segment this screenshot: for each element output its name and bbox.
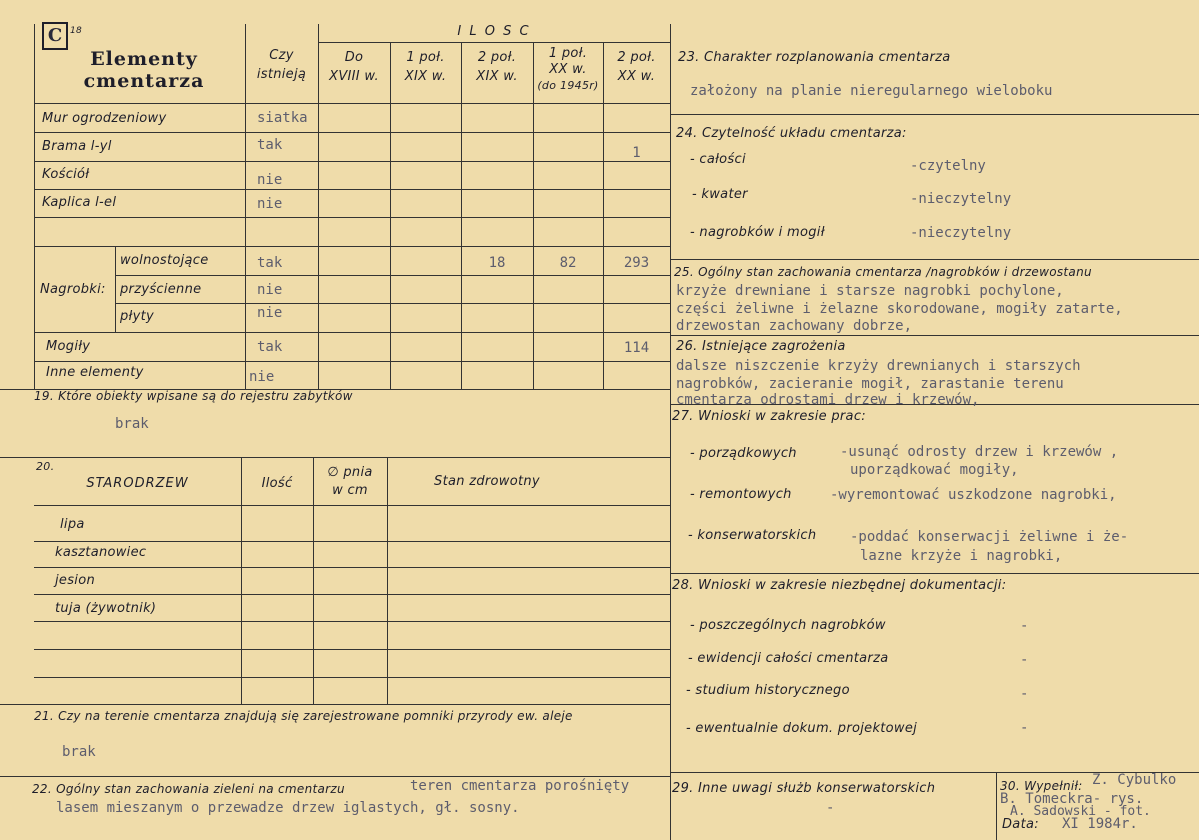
- tree-name: lipa: [60, 517, 85, 532]
- section-number: 18: [70, 26, 83, 36]
- row-label: Mogiły: [46, 339, 91, 354]
- sec25-line: drzewostan zachowany dobrze,: [676, 318, 913, 334]
- period-header: [461, 48, 533, 86]
- row-exists: nie: [257, 305, 283, 321]
- grid-line: [34, 132, 670, 133]
- period-line2: XIX w.: [404, 69, 447, 84]
- row-label: przyścienne: [120, 282, 202, 297]
- sec27-item-line1: -usunąć odrosty drzew i krzewów ,: [840, 444, 1119, 460]
- sec26-line: nagrobków, zacieranie mogił, zarastanie terenu: [676, 376, 1064, 392]
- row-count: 82: [559, 255, 577, 271]
- row-label: wolnostojące: [120, 253, 209, 268]
- grid-line: [670, 335, 1199, 336]
- grid-line: [34, 505, 670, 506]
- sec24-item-value: -czytelny: [910, 158, 986, 174]
- sec28-item-label: - ewidencji całości cmentarza: [688, 651, 889, 666]
- section-title-line1: Elementy: [90, 48, 198, 70]
- nagrobki-label: Nagrobki:: [40, 282, 106, 297]
- sec27-item-label: - remontowych: [690, 487, 792, 502]
- sec22-value-line1: teren cmentarza porośnięty: [410, 778, 630, 794]
- grid-line: [34, 361, 670, 362]
- sec21-value: brak: [62, 744, 96, 760]
- sec29-label: 29. Inne uwagi służb konserwatorskich: [672, 781, 936, 796]
- sec27-item-label: - konserwatorskich: [688, 528, 817, 543]
- sec25-label: 25. Ogólny stan zachowania cmentarza /nagrobków i drzewostanu: [674, 265, 1092, 279]
- section-title: [64, 48, 224, 92]
- section-title-line2: cmentarza: [83, 70, 205, 92]
- col-ilosc-header: I L O S C: [457, 24, 531, 39]
- sec19-value: brak: [115, 416, 149, 432]
- grid-line: [34, 161, 670, 162]
- grid-line: [387, 457, 388, 704]
- period-line2: XX w.: [549, 62, 587, 77]
- period-line1: Do: [344, 50, 364, 65]
- grid-line: [318, 42, 670, 43]
- row-exists: nie: [249, 369, 275, 385]
- sec19-label: 19. Które obiekty wpisane są do rejestru zabytków: [34, 389, 353, 403]
- row-label: Mur ogrodzeniowy: [42, 111, 167, 126]
- sec30-name: A. Sadowski - fot.: [1010, 804, 1151, 819]
- sec20-number: 20.: [36, 460, 55, 473]
- grid-line: [34, 217, 670, 218]
- sec30-name: B. Tomeckra- rys.: [1000, 791, 1144, 807]
- period-line1: 1 poł.: [548, 46, 588, 61]
- row-label: Brama l-yl: [42, 139, 112, 154]
- col-pnia-line1: ∅ pnia: [327, 465, 373, 480]
- sec26-line: dalsze niszczenie krzyży drewnianych i starszych: [676, 358, 1081, 374]
- grid-line: [0, 457, 670, 458]
- sec22-label: 22. Ogólny stan zachowania zieleni na cmentarzu: [32, 782, 345, 796]
- grid-line: [34, 246, 670, 247]
- row-count: 18: [488, 255, 506, 271]
- row-exists: siatka: [257, 110, 308, 126]
- period-header: [318, 48, 390, 86]
- grid-line: [0, 704, 670, 705]
- sec30-date: XI 1984r.: [1062, 816, 1138, 832]
- grid-line: [996, 772, 997, 840]
- row-exists: tak: [257, 255, 283, 271]
- period-line2: XIX w.: [476, 69, 518, 84]
- sec28-item-label: - studium historycznego: [686, 683, 850, 698]
- sec21-label: 21. Czy na terenie cmentarza znajdują się zarejestrowane pomniki przyrody ew. aleje: [34, 709, 573, 723]
- row-count: 114: [623, 340, 650, 356]
- grid-line: [670, 259, 1199, 260]
- grid-line: [34, 332, 670, 333]
- sec23-value: założony na planie nieregularnego wieloboku: [690, 83, 1053, 99]
- grid-line: [34, 567, 670, 568]
- period-line1: 1 poł.: [406, 50, 445, 65]
- sec27-item-line2: lazne krzyże i nagrobki,: [860, 548, 1063, 564]
- row-exists: nie: [257, 172, 283, 188]
- period-line2: XVIII w.: [329, 69, 379, 84]
- grid-line: [115, 275, 670, 276]
- grid-line: [533, 42, 534, 389]
- grid-line: [34, 189, 670, 190]
- row-count: 293: [623, 255, 650, 271]
- row-label: płyty: [120, 309, 154, 324]
- grid-line: [241, 457, 242, 704]
- sec27-item-line1: -wyremontować uszkodzone nagrobki,: [830, 487, 1117, 503]
- col-pnia: [313, 464, 387, 500]
- tree-name: kasztanowiec: [55, 545, 147, 560]
- row-exists: nie: [257, 282, 283, 298]
- period-header: [390, 48, 461, 86]
- period-line2: XX w.: [617, 69, 656, 84]
- sec28-item-value: -: [1020, 720, 1029, 736]
- sec30-wyp-label: 30. Wypełnił:: [1000, 779, 1083, 793]
- period-line3: (do 1945r): [537, 79, 599, 92]
- grid-line: [670, 114, 1199, 115]
- grid-line: [34, 594, 670, 595]
- grid-line: [34, 677, 670, 678]
- sec28-item-value: -: [1020, 652, 1029, 668]
- col-ilosc: Ilość: [261, 476, 293, 491]
- grid-line: [461, 42, 462, 389]
- sec28-item-label: - poszczególnych nagrobków: [690, 618, 886, 633]
- sec24-item-value: -nieczytelny: [910, 191, 1012, 207]
- sec30-name: Z. Cybulko: [1092, 772, 1177, 788]
- row-label: Kaplica l-el: [42, 195, 117, 210]
- sec28-item-label: - ewentualnie dokum. projektowej: [686, 721, 918, 736]
- sec26-line: cmentarza odrostami drzew i krzewów,: [676, 392, 980, 408]
- row-label: Kościół: [42, 167, 90, 182]
- period-line1: 2 poł.: [617, 50, 656, 65]
- col-istnieja-line1: Czy: [269, 48, 294, 63]
- grid-line: [115, 246, 116, 332]
- row-exists: tak: [257, 137, 283, 153]
- sec24-label: 24. Czytelność układu cmentarza:: [676, 126, 907, 141]
- sec24-item-label: - nagrobków i mogił: [690, 225, 825, 240]
- row-count: 1: [632, 145, 641, 161]
- sec27-label: 27. Wnioski w zakresie prac:: [672, 409, 866, 424]
- period-line1: 2 poł.: [477, 50, 517, 65]
- sec26-label: 26. Istniejące zagrożenia: [676, 339, 846, 354]
- sec25-line: części żeliwne i żelazne skorodowane, mogiły zatarte,: [676, 301, 1123, 317]
- grid-line: [34, 621, 670, 622]
- grid-line: [115, 303, 670, 304]
- sec27-item-line2: uporządkować mogiły,: [850, 462, 1019, 478]
- sec24-item-label: - całości: [690, 152, 746, 167]
- sec23-label: 23. Charakter rozplanowania cmentarza: [678, 50, 951, 65]
- card-code-box: C: [42, 22, 68, 50]
- sec28-label: 28. Wnioski w zakresie niezbędnej dokumentacji:: [672, 578, 1007, 593]
- sec29-value: -: [826, 800, 835, 816]
- row-exists: nie: [257, 196, 283, 212]
- tree-name: jesion: [55, 573, 95, 588]
- main-divider: [670, 24, 671, 840]
- col-istnieja-header: [245, 46, 318, 84]
- row-exists: tak: [257, 339, 283, 355]
- sec25-line: krzyże drewniane i starsze nagrobki pochylone,: [676, 283, 1064, 299]
- grid-line: [34, 541, 670, 542]
- sec28-item-value: -: [1020, 686, 1029, 702]
- tree-name: tuja (żywotnik): [55, 601, 157, 616]
- sec24-item-label: - kwater: [692, 187, 748, 202]
- sec27-item-line1: -poddać konserwacji żeliwne i że-: [850, 529, 1129, 545]
- row-label: Inne elementy: [46, 365, 144, 380]
- grid-line: [390, 42, 391, 389]
- grid-line: [603, 42, 604, 389]
- grid-line: [670, 573, 1199, 574]
- col-starodrzew: STARODRZEW: [86, 476, 189, 491]
- sec30-data-label: Data:: [1002, 817, 1039, 832]
- col-pnia-line2: w cm: [332, 483, 368, 498]
- grid-line: [34, 103, 670, 104]
- sec27-item-label: - porządkowych: [690, 446, 797, 461]
- col-istnieja-line2: istnieją: [256, 67, 307, 82]
- grid-line: [0, 776, 670, 777]
- grid-line: [34, 24, 35, 389]
- sec22-value-line2: lasem mieszanym o przewadze drzew iglastych, gł. sosny.: [56, 800, 520, 816]
- col-stan: Stan zdrowotny: [434, 474, 540, 489]
- sec28-item-value: -: [1020, 618, 1029, 634]
- period-header: [603, 48, 670, 86]
- period-header: [533, 46, 603, 94]
- grid-line: [34, 649, 670, 650]
- sec24-item-value: -nieczytelny: [910, 225, 1012, 241]
